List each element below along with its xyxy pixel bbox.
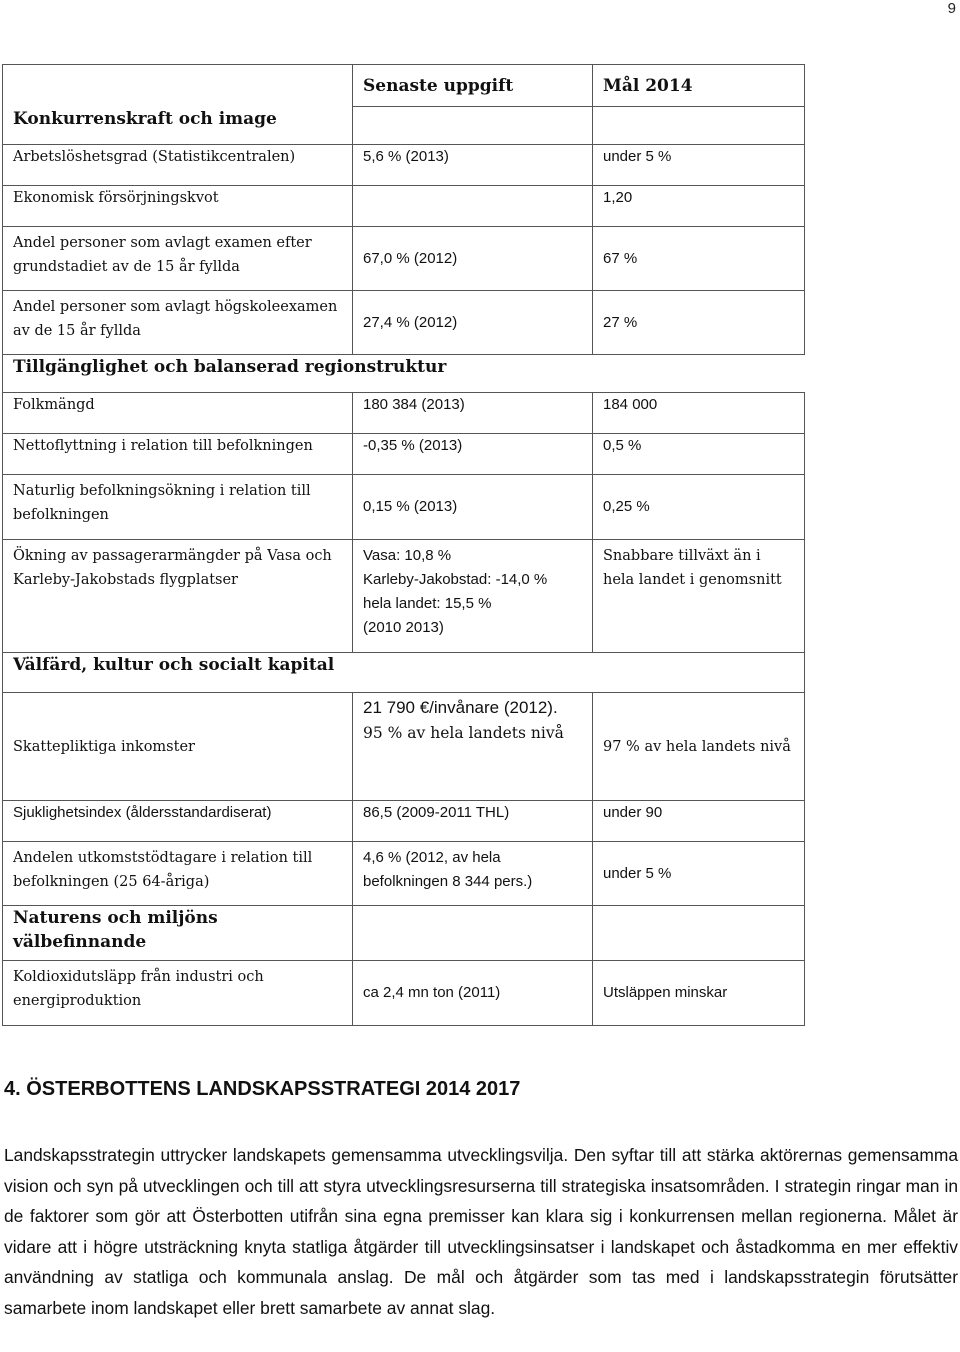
latest-line: 95 % av hela landets nivå [363,724,564,742]
row-target: 27 % [593,291,805,355]
row-latest-multiline [353,540,593,653]
row-latest: 86,5 (2009-2011 THL) [353,801,593,842]
latest-line: Karleby-Jakobstad: -14,0 % [363,571,548,588]
row-target: 0,25 % [593,475,805,540]
table-row [3,961,805,1026]
row-latest-multiline [353,693,593,801]
section-title-welfare: Välfärd, kultur och socialt kapital [3,653,805,693]
page-number: 9 [947,0,956,17]
row-label: Andelen utkomststödtagare i relation till befolkningen (25 64-åriga) [3,842,353,906]
row-target: 97 % av hela landets nivå [593,693,805,801]
row-label: Arbetslöshetsgrad (Statistikcentralen) [3,145,353,186]
table-row [3,186,805,227]
section-heading: 4. ÖSTERBOTTENS LANDSKAPSSTRATEGI 2014 2017 [4,1078,521,1100]
table-row [3,475,805,540]
latest-line: (2010 2013) [363,619,444,636]
table-row [3,393,805,434]
table-row [3,145,805,186]
latest-line: Vasa: 10,8 % [363,547,452,564]
table-row [3,693,805,801]
row-label: Nettoflyttning i relation till befolkningen [3,434,353,475]
table-row [3,291,805,355]
row-target: Utsläppen minskar [593,961,805,1026]
row-target: under 5 % [593,842,805,906]
row-target: under 5 % [593,145,805,186]
row-latest: 27,4 % (2012) [353,291,593,355]
latest-line: hela landet: 15,5 % [363,595,492,612]
table-row [3,540,805,653]
table-row [3,842,805,906]
row-target: 184 000 [593,393,805,434]
row-latest: -0,35 % (2013) [353,434,593,475]
row-label: Ökning av passagerarmängder på Vasa och Karleby-Jakobstads flygplatser [3,540,353,653]
table-row [3,801,805,842]
header-target: Mål 2014 [593,65,805,107]
row-target: 67 % [593,227,805,291]
row-latest: 180 384 (2013) [353,393,593,434]
table-row [3,227,805,291]
row-latest: 67,0 % (2012) [353,227,593,291]
row-latest: 5,6 % (2013) [353,145,593,186]
row-label: Andel personer som avlagt examen efter grundstadiet av de 15 år fyllda [3,227,353,291]
row-latest [353,186,593,227]
row-latest: 0,15 % (2013) [353,475,593,540]
latest-line: 21 790 €/invånare (2012). [363,698,558,717]
table-row [3,434,805,475]
row-label: Folkmängd [3,393,353,434]
row-label: Andel personer som avlagt högskoleexamen av de 15 år fyllda [3,291,353,355]
row-label: Naturlig befolkningsökning i relation till befolkningen [3,475,353,540]
row-latest: 4,6 % (2012, av hela befolkningen 8 344 pers.) [353,842,593,906]
header-latest: Senaste uppgift [353,65,593,107]
header-empty-cell [3,65,353,107]
row-latest: ca 2,4 mn ton (2011) [353,961,593,1026]
row-target: under 90 [593,801,805,842]
row-label: Sjuklighetsindex (åldersstandardiserat) [3,801,353,842]
row-label: Koldioxidutsläpp från industri och energiproduktion [3,961,353,1026]
section-title-environment: Naturens och miljöns välbefinnande [3,906,353,961]
section-title-accessibility: Tillgänglighet och balanserad regionstruktur [3,355,805,393]
section-title-competitiveness: Konkurrenskraft och image [3,107,353,145]
body-paragraph [4,1140,958,1324]
row-target: 1,20 [593,186,805,227]
row-target: 0,5 % [593,434,805,475]
indicator-table [2,64,805,1026]
row-target: Snabbare tillväxt än i hela landet i genomsnitt [593,540,805,653]
paragraph-text: Landskapsstrategin uttrycker landskapets gemensamma utvecklingsvilja. Den syftar till att stärka aktörernas gemensamma vision och syn på utvecklingen och till att styra utvecklingsresurserna till strategiska insatsområden. I strategin ringar man in de faktorer som gör att Österbotten utifrån sina egna premisser kan klara sig i konkurrensen mellan regionerna. Målet är vidare att i högre utsträckning knyta statliga åtgärder till utvecklingsinsatser i landskapet och åstadkomma en mer effektiv användning av statliga och kommunala anslag. De mål och åtgärder som tas med i landskapsstrategin förutsätter samarbete inom landskapet eller brett samarbete av annat slag. [4,1145,958,1318]
row-label: Ekonomisk försörjningskvot [3,186,353,227]
row-label: Skattepliktiga inkomster [3,693,353,801]
